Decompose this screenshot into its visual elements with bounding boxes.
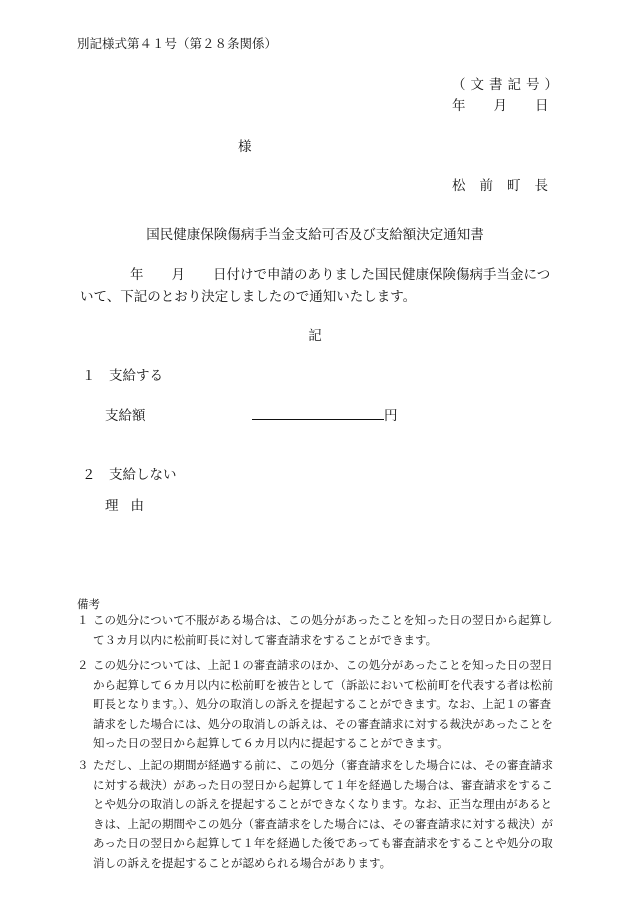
item-no-pay-label: ２ 支給しない [82,467,177,483]
body-text: 日付けで申請のありました国民健康保険傷病手当金について、下記のとおり決定しましたので通知いたします。 [80,267,551,305]
note-number: ３ [77,758,89,772]
document-number-label: （文書記号） [452,77,563,93]
date-year-label: 年 [452,98,466,114]
note-text: この処分について不服がある場合は、この処分があったことを知った日の翌日から起算して３カ月以内に松前町長に対して審査請求をすることができます。 [93,613,553,647]
issue-date [452,94,549,114]
notes-heading: 備考 [77,597,100,611]
ki-heading: 記 [308,328,322,344]
amount-blank-line [252,406,384,420]
date-day-label: 日 [535,98,549,114]
amount-field [252,404,398,424]
recipient-suffix: 様 [238,139,252,155]
body-month-label: 月 [171,267,185,283]
notice-body [80,264,560,308]
item-pay-label: １ 支給する [82,368,163,384]
note-text: ただし、上記の期間が経過する前に、この処分（審査請求をした場合には、その審査請求に対する裁決）があった日の翌日から起算して１年を経過した場合は、審査請求をすることや処分の取消しの訴えを提起することができなくなります。なお、正当な理由があるときは、上記の期間やこの処分（審査請求をした場合には、その審査請求に対する裁決）があった日の翌日から起算して１年を経過した後であっても審査請求をすることや処分の取消しの訴えを提起することが認められる場合があります。 [93,758,553,870]
reason-label: 理由 [105,498,156,514]
document-title: 国民健康保険傷病手当金支給可否及び支給額決定通知書 [146,227,484,243]
note-item [77,756,555,873]
note-item [77,656,555,754]
note-number: ２ [77,658,89,672]
amount-unit: 円 [384,408,398,424]
form-number: 別記様式第４１号（第２８条関係） [77,36,278,51]
issuer-name: 松前町長 [452,178,562,194]
amount-label: 支給額 [105,408,146,424]
note-number: １ [77,613,89,627]
date-month-label: 月 [493,98,507,114]
body-year-label: 年 [130,267,144,283]
note-item [77,611,555,650]
note-text: この処分については、上記１の審査請求のほか、この処分があったことを知った日の翌日から起算して６カ月以内に松前町を被告として（訴訟において松前町を代表する者は松前町長となります。）、処分の取消しの訴えを提起することができます。なお、上記１の審査請求をした場合には、処分の取消しの訴えは、その審査請求に対する裁決があったことを知った日の翌日から起算して６カ月以内に提起することができます。 [93,658,553,750]
